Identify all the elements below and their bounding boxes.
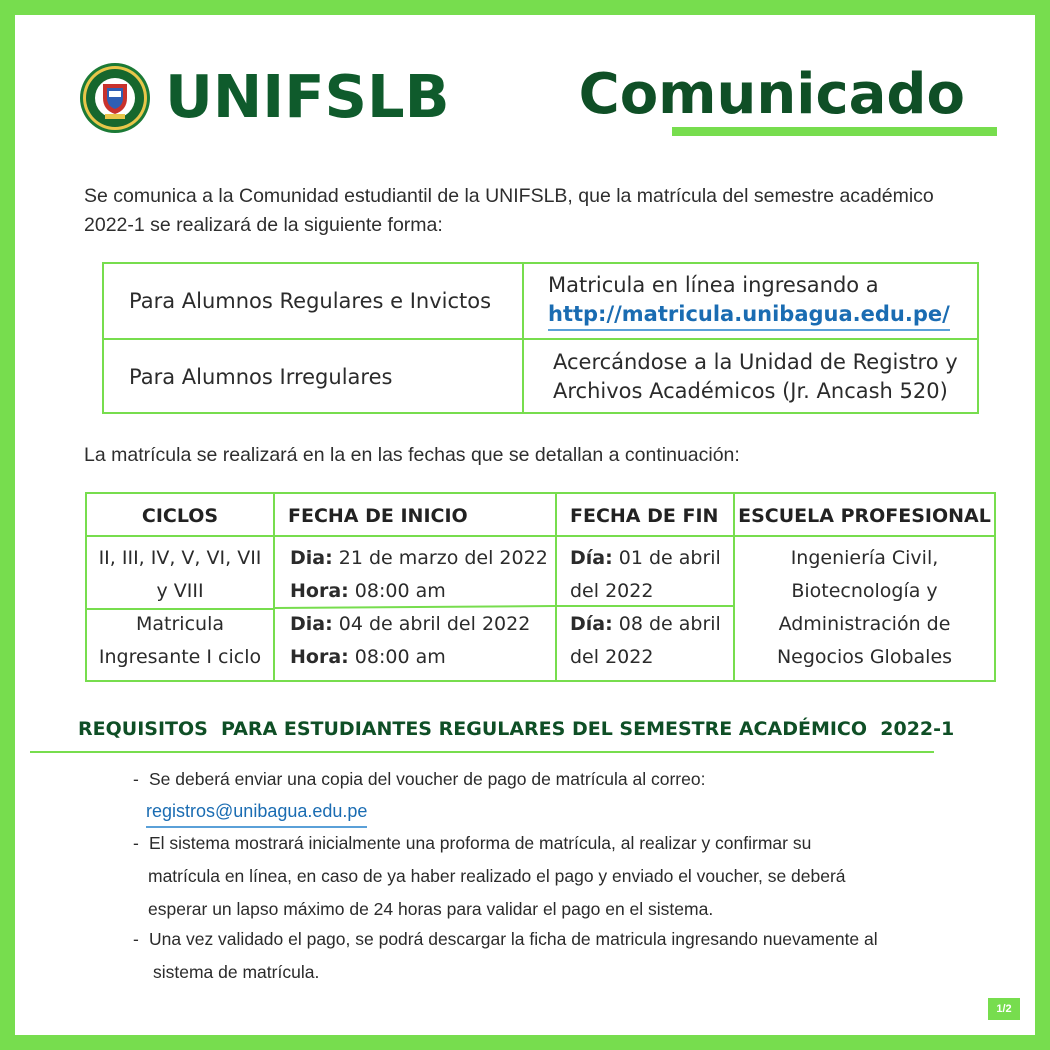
ciclos-cell: II, III, IV, V, VI, VII y VIII — [98, 547, 262, 602]
header-fecha-fin: FECHA DE FIN — [570, 504, 719, 527]
modality-label: Para Alumnos Regulares e Invictos — [129, 289, 492, 313]
fecha-inicio-cell: Dia: 04 de abril del 2022 Hora: 08:00 am — [290, 613, 531, 668]
title-underline — [672, 127, 997, 136]
page-indicator: 1/2 — [988, 998, 1020, 1020]
fecha-fin-cell: Día: 01 de abril del 2022 — [570, 547, 721, 602]
header-escuela: ESCUELA PROFESIONAL — [738, 504, 991, 527]
modality-label: Para Alumnos Irregulares — [129, 365, 393, 389]
requirements-title: REQUISITOS PARA ESTUDIANTES REGULARES DEL SEMESTRE ACADÉMICO 2022-1 — [78, 718, 955, 740]
modality-description: Matricula en línea ingresando a — [548, 273, 879, 297]
column-divider — [273, 494, 275, 680]
registry-email-link[interactable]: registros@unibagua.edu.pe — [146, 796, 367, 828]
enrollment-link[interactable]: http://matricula.unibagua.edu.pe/ — [548, 300, 950, 331]
page-title: Comunicado — [578, 62, 965, 127]
column-divider — [555, 494, 557, 680]
requirements-underline — [30, 751, 934, 753]
ciclos-cell: Matricula Ingresante I ciclo — [98, 613, 262, 668]
fecha-inicio-cell: Dia: 21 de marzo del 2022 Hora: 08:00 am — [290, 547, 548, 602]
modality-description-line-1: Acercándose a la Unidad de Registro y — [553, 350, 958, 374]
table-row — [104, 340, 977, 414]
fecha-fin-cell: Día: 08 de abril del 2022 — [570, 613, 721, 668]
table-row — [104, 264, 977, 338]
modality-value — [553, 340, 973, 414]
intro-line-2: 2022-1 se realizará de la siguiente forma: — [84, 214, 443, 236]
requirement-item-3: - Una vez validado el pago, se podrá descargar la ficha de matricula ingresando nuevamente al sistema de matrícula. — [133, 929, 878, 982]
requirement-item-2: - El sistema mostrará inicialmente una proforma de matrícula, al realizar y confirmar su matrícula en línea, en caso de ya haber realizado el pago y enviado el voucher, se deberá esperar un lapso máximo de 24 horas para validar el pago en el sistema. — [133, 833, 846, 919]
modality-value — [548, 264, 968, 338]
header-ciclos: CICLOS — [141, 504, 219, 527]
university-seal-icon — [79, 62, 151, 134]
column-divider — [522, 264, 524, 412]
modality-description-line-2: Archivos Académicos (Jr. Ancash 520) — [553, 379, 948, 403]
intro-paragraph — [84, 182, 984, 240]
enrollment-modalities-table — [102, 262, 979, 414]
header-fecha-inicio: FECHA DE INICIO — [288, 504, 468, 527]
escuela-cell: Ingeniería Civil, Biotecnología y Administración de Negocios Globales — [776, 547, 953, 668]
requirement-item-1: - Se deberá enviar una copia del voucher de pago de matrícula al correo: — [133, 769, 706, 789]
dates-intro: La matrícula se realizará en la en las fechas que se detallan a continuación: — [84, 444, 740, 466]
brand-name: UNIFSLB — [165, 62, 450, 131]
schedule-table — [85, 492, 996, 682]
intro-line-1: Se comunica a la Comunidad estudiantil de la UNIFSLB, que la matrícula del semestre académico — [84, 185, 934, 207]
